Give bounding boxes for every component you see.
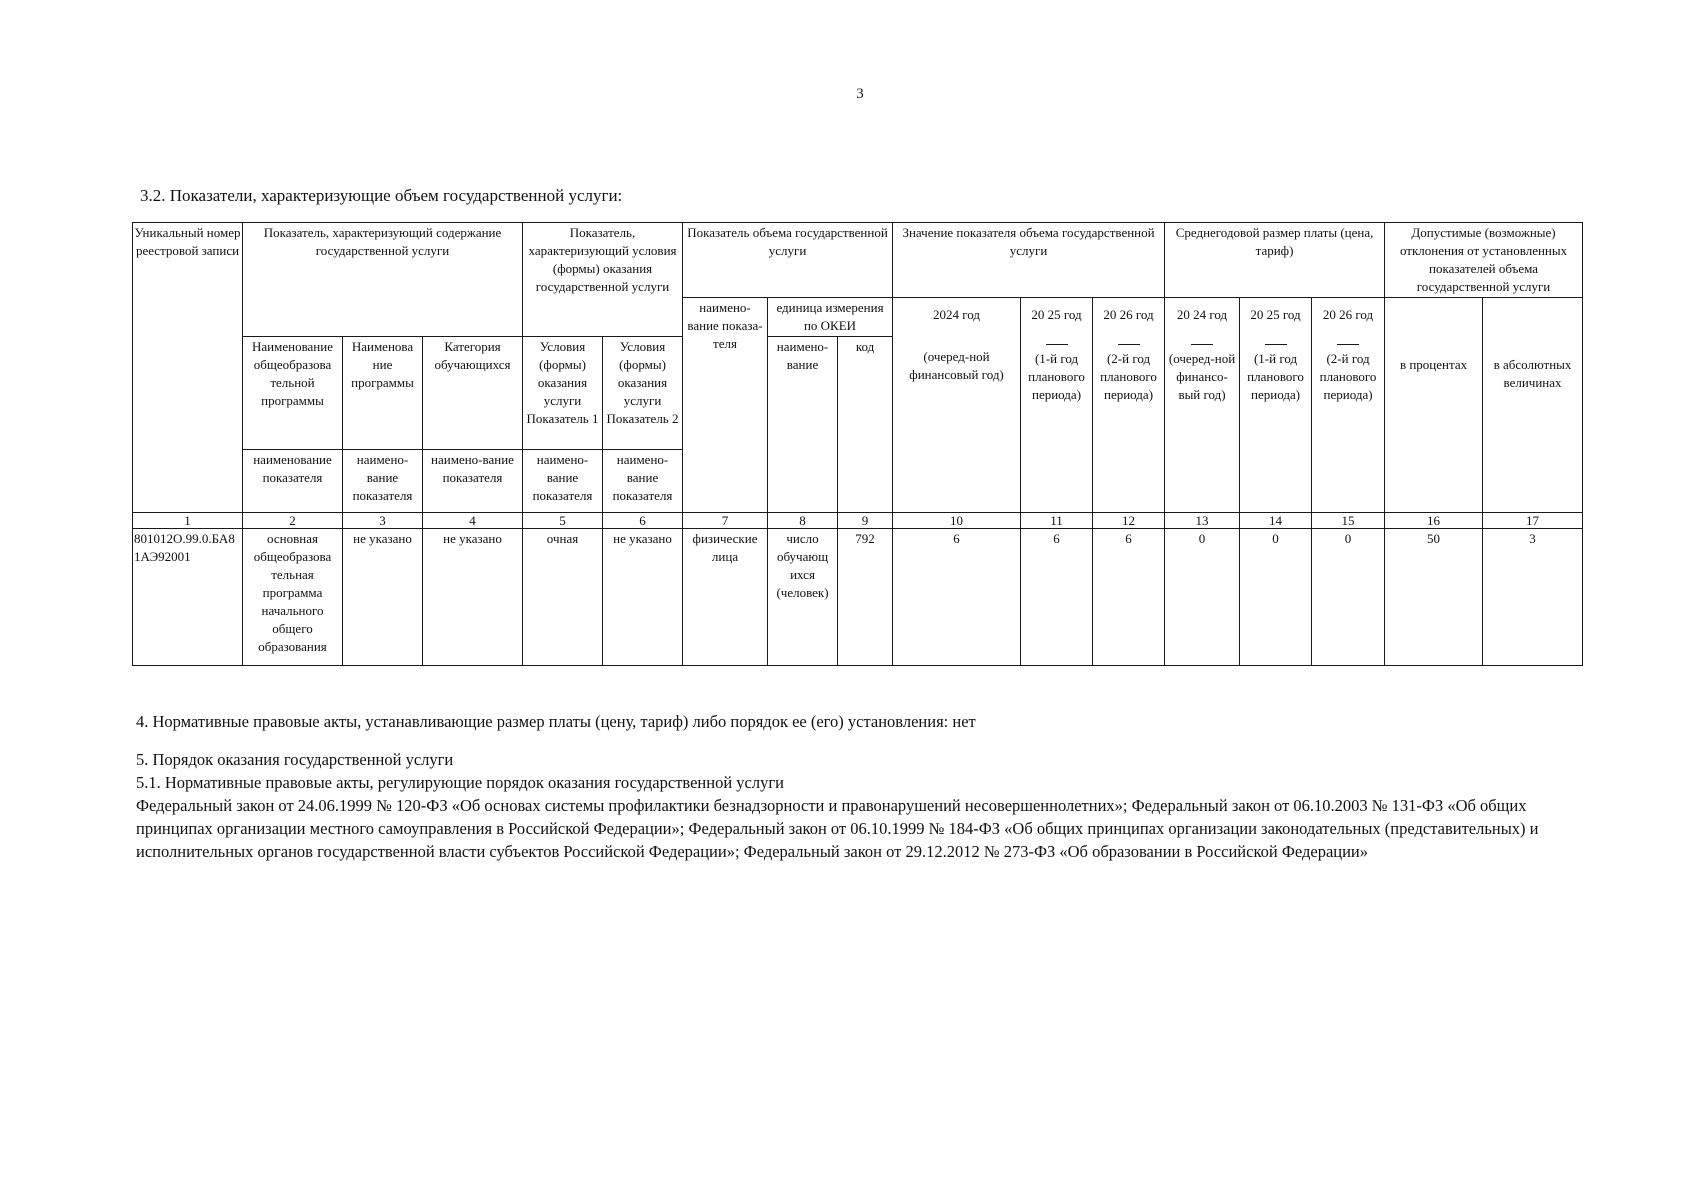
- page-number: 3: [856, 86, 864, 102]
- section-5-1-title: 5.1. Нормативные правовые акты, регулирующие порядок оказания государственной услуги: [136, 773, 784, 792]
- fee-2024-note: (очеред-ной финансо-вый год): [1168, 351, 1236, 402]
- cell-fee-2026: 0: [1312, 529, 1385, 666]
- cell-value-2024: 6: [893, 529, 1021, 666]
- column-number: 14: [1240, 513, 1312, 529]
- header-year-2024: [893, 298, 1021, 513]
- header-in-percent: в процентах: [1385, 298, 1483, 513]
- column-number: 5: [523, 513, 603, 529]
- header-deviation: Допустимые (возможные) отклонения от установленных показателей объема государственной услуги: [1385, 223, 1583, 298]
- cell-fee-2025: 0: [1240, 529, 1312, 666]
- year-2026-label: 20 26 год: [1103, 307, 1154, 322]
- fee-2026-note: (2-й год планового периода): [1319, 351, 1377, 402]
- column-number: 12: [1093, 513, 1165, 529]
- year-2025-label: 20 25 год: [1031, 307, 1082, 322]
- column-number: 16: [1385, 513, 1483, 529]
- year-2026-note: (2-й год планового периода): [1100, 351, 1157, 402]
- column-number: 8: [768, 513, 838, 529]
- column-number: 3: [343, 513, 423, 529]
- column-number: 9: [838, 513, 893, 529]
- cell-value-2026: 6: [1093, 529, 1165, 666]
- column-number: 15: [1312, 513, 1385, 529]
- cell-unit-name: число обучающ ихся (человек): [768, 529, 838, 666]
- column-number: 17: [1483, 513, 1583, 529]
- header-fee-2026: [1312, 298, 1385, 513]
- header-sub-program: Наименование общеобразова тельной программы: [243, 337, 343, 450]
- cell-fee-2024: 0: [1165, 529, 1240, 666]
- cell-cond1: очная: [523, 529, 603, 666]
- cell-program-name: не указано: [343, 529, 423, 666]
- header-indicator-name-3: наимено-вание показателя: [423, 450, 523, 513]
- header-indicator-name-2: наимено-вание показателя: [343, 450, 423, 513]
- header-indicator-name-5: наимено-вание показателя: [603, 450, 683, 513]
- header-year-2026: [1093, 298, 1165, 513]
- header-volume-value: Значение показателя объема государственной услуги: [893, 223, 1165, 298]
- cell-cond2: не указано: [603, 529, 683, 666]
- header-sub-program-name: Наименова ние программы: [343, 337, 423, 450]
- fee-2025-label: 20 25 год: [1250, 307, 1301, 322]
- cell-category: не указано: [423, 529, 523, 666]
- header-sub-cond2: Условия (формы) оказания услуги Показатель 2: [603, 337, 683, 450]
- column-number: 2: [243, 513, 343, 529]
- cell-deviation-percent: 50: [1385, 529, 1483, 666]
- year-2024-label: 2024 год: [933, 307, 981, 322]
- volume-indicators-table: [132, 222, 1583, 666]
- cell-program: основная общеобразова тельная программа начального общего образования: [243, 529, 343, 666]
- header-content-indicator: Показатель, характеризующий содержание государственной услуги: [243, 223, 523, 337]
- header-volume-name: наимено-вание показа-теля: [683, 298, 768, 513]
- fee-2024-label: 20 24 год: [1176, 307, 1228, 322]
- section-5: [136, 748, 1586, 863]
- header-sub-category: Категория обучающихся: [423, 337, 523, 450]
- header-year-2025: [1021, 298, 1093, 513]
- header-unit-okei: единица измерения по ОКЕИ: [768, 298, 893, 337]
- header-fee-2024: [1165, 298, 1240, 513]
- year-2025-note: (1-й год планового периода): [1028, 351, 1085, 402]
- section-title: 3.2. Показатели, характеризующие объем государственной услуги:: [140, 186, 623, 205]
- section-5-title: 5. Порядок оказания государственной услуги: [136, 750, 454, 769]
- column-number: 10: [893, 513, 1021, 529]
- header-volume-indicator: Показатель объема государственной услуги: [683, 223, 893, 298]
- header-indicator-name-1: наименование показателя: [243, 450, 343, 513]
- header-in-absolute: в абсолютных величинах: [1483, 298, 1583, 513]
- header-fee-2025: [1240, 298, 1312, 513]
- header-sub-cond1: Условия (формы) оказания услуги Показатель 1: [523, 337, 603, 450]
- cell-deviation-absolute: 3: [1483, 529, 1583, 666]
- section-4: 4. Нормативные правовые акты, устанавливающие размер платы (цену, тариф) либо порядок ее (его) установления: нет: [136, 712, 976, 731]
- header-avg-fee: Среднегодовой размер платы (цена, тариф): [1165, 223, 1385, 298]
- column-number-row: [133, 513, 1583, 529]
- cell-unit-code: 792: [838, 529, 893, 666]
- header-conditions-indicator: Показатель, характеризующий условия (формы) оказания государственной услуги: [523, 223, 683, 337]
- header-unit-name: наимено-вание: [768, 337, 838, 513]
- table-row: [133, 529, 1583, 666]
- header-unit-code: код: [838, 337, 893, 513]
- year-2024-note: (очеред-ной финансовый год): [909, 349, 1004, 382]
- fee-2025-note: (1-й год планового периода): [1247, 351, 1304, 402]
- column-number: 13: [1165, 513, 1240, 529]
- column-number: 7: [683, 513, 768, 529]
- column-number: 1: [133, 513, 243, 529]
- cell-value-2025: 6: [1021, 529, 1093, 666]
- column-number: 6: [603, 513, 683, 529]
- section-5-1-text: Федеральный закон от 24.06.1999 № 120-ФЗ «Об основах системы профилактики безнадзорности и правонарушений несовершеннолетних»; Федеральный закон от 06.10.2003 № 131-ФЗ «Об общих принципах организации местного самоуправления в Российской Федерации»; Федеральный закон от 06.10.1999 № 184-ФЗ «Об общих принципах организации законодательных (представительных) и исполнительных органов государственной власти субъектов Российской Федерации»; Федеральный закон от 29.12.2012 № 273-ФЗ «Об образовании в Российской Федерации»: [136, 796, 1539, 861]
- cell-volume-name: физические лица: [683, 529, 768, 666]
- header-unique-number: Уникальный номер реестровой записи: [133, 223, 243, 513]
- cell-registry-number: 801012О.99.0.БА81АЭ92001: [133, 529, 243, 666]
- column-number: 4: [423, 513, 523, 529]
- header-indicator-name-4: наимено-вание показателя: [523, 450, 603, 513]
- fee-2026-label: 20 26 год: [1322, 307, 1374, 322]
- column-number: 11: [1021, 513, 1093, 529]
- header-row-1: [133, 223, 1583, 298]
